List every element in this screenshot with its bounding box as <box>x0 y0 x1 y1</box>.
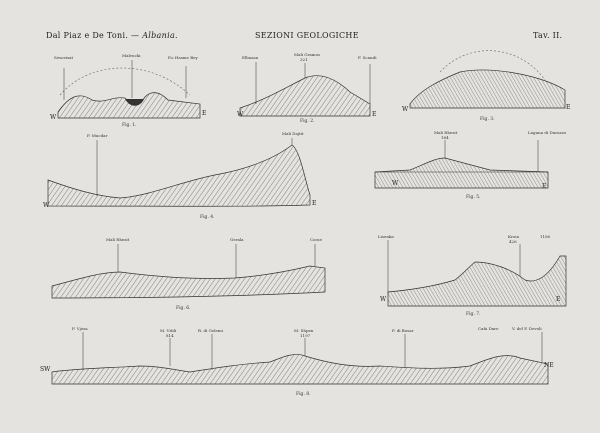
fig-5-west: W <box>392 180 399 187</box>
fig-3-west: W <box>402 106 409 113</box>
label-hasme-bey: P.o Hasme Bey <box>168 55 198 60</box>
label-r-golemi: R. di Golemi <box>198 328 223 333</box>
fig-4-east: E <box>312 200 317 207</box>
label-1197: 1197 <box>300 333 311 338</box>
plate-title: SEZIONI GEOLOGICHE <box>255 31 359 40</box>
label-kroia: Kroia <box>508 234 519 239</box>
label-184: 184 <box>441 135 449 140</box>
label-mali-rhezit: Mali Rhezit <box>434 130 458 135</box>
label-elbasan: Elbasan <box>242 55 259 60</box>
label-814: 814 <box>166 333 174 338</box>
section-fig-3 <box>410 51 565 108</box>
section-fig-7 <box>388 240 566 306</box>
label-lisenka: Lisenka <box>378 234 394 239</box>
section-fig-2 <box>240 62 370 116</box>
section-fig-5 <box>375 140 548 188</box>
fig-8-southwest: SW <box>40 366 51 373</box>
label-f-vjosa: F. Vjosa <box>72 326 88 331</box>
plate-number: Tav. II. <box>533 31 563 40</box>
fig-5-east: E <box>542 183 547 190</box>
fig-7-caption: Fig. 7. <box>466 312 481 317</box>
label-f-bosar: F. di Bosar <box>392 328 414 333</box>
label-1180: 1180 <box>540 234 551 239</box>
fig-4-caption: Fig. 4. <box>200 215 215 220</box>
fig-2-east: E <box>372 111 377 118</box>
authors-text: Dal Piaz e De Toni. — <box>46 31 140 40</box>
label-321: 321 <box>300 57 308 62</box>
label-m-vitili: M. Vitili <box>160 328 177 333</box>
fig-1-west: W <box>50 114 57 121</box>
fig-7-west: W <box>380 296 387 303</box>
label-f-mucdar: F. Mucdar <box>87 133 108 138</box>
fig-3-caption: Fig. 3. <box>480 117 495 122</box>
section-fig-4 <box>48 138 310 206</box>
fig-5-caption: Fig. 5. <box>466 195 481 200</box>
region-text: Albania. <box>142 31 178 40</box>
fig-3-east: E <box>566 104 571 111</box>
fig-6-caption: Fig. 6. <box>176 306 191 311</box>
section-fig-6 <box>52 244 325 298</box>
label-mali-rhezit-6: Mali Rhezit <box>106 237 130 242</box>
label-mali-gramos: Mali Gramos <box>294 52 321 57</box>
label-malvucki: Malvucki <box>122 53 141 58</box>
fig-1-caption: Fig. 1. <box>122 123 137 128</box>
label-426: 426 <box>509 239 517 244</box>
label-gerala: Gerala <box>230 237 244 242</box>
fig-4-west: W <box>43 202 50 209</box>
label-m-shpen: M. Shpen <box>294 328 314 333</box>
label-f-scandi: F. Scandi <box>358 55 377 60</box>
fig-7-east: E <box>556 296 561 303</box>
label-v-devoli: V. del F. Devoli <box>512 326 542 331</box>
label-cafa-dare: Cafa Dare <box>478 326 499 331</box>
label-sesovisat: Sesovisat <box>54 55 74 60</box>
fig-1-east: E <box>202 110 207 117</box>
label-mali-dajtit: Mali Dajtit <box>282 131 304 136</box>
label-cosse: Cosse <box>310 237 322 242</box>
fig-2-caption: Fig. 2. <box>300 119 315 124</box>
label-laguna-durazzo: Laguna di Durazzo <box>528 130 567 135</box>
fig-2-west: W <box>237 111 244 118</box>
fig-8-northeast: NE <box>544 362 554 369</box>
section-fig-8 <box>52 332 548 384</box>
section-fig-1 <box>58 60 200 118</box>
fig-8-caption: Fig. 8. <box>296 392 311 397</box>
